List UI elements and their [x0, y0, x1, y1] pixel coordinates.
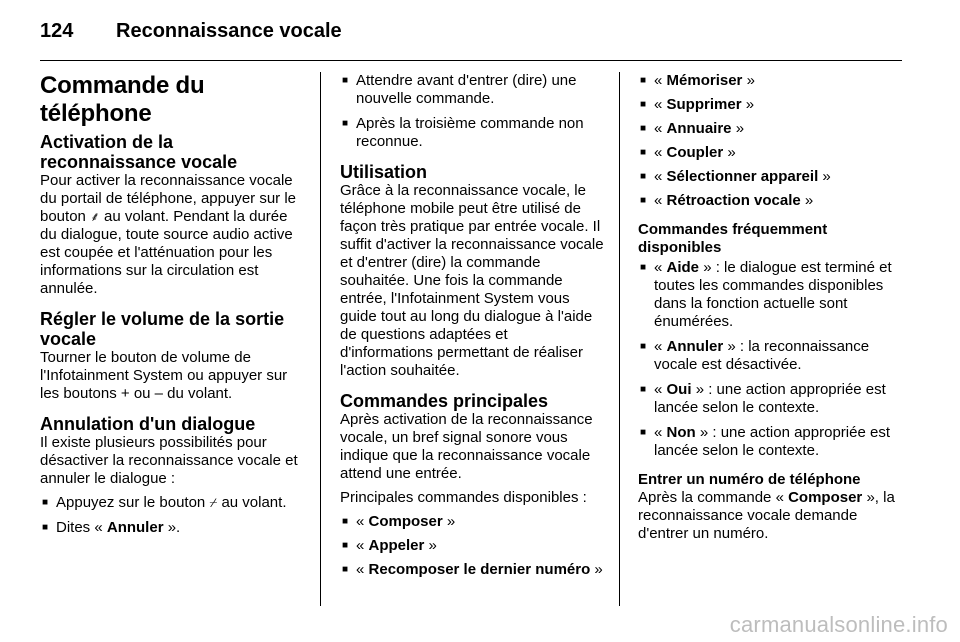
column-3 [638, 72, 904, 543]
subsection-heading: Entrer un numéro de téléphone [638, 471, 861, 488]
page-number: 124 [40, 20, 74, 42]
subsection-heading: Régler le volume de la sortie vocale [40, 309, 285, 349]
column-1 [40, 72, 308, 544]
list-item: ■ « Rétroaction vocale » [638, 192, 904, 210]
list-item: ■ Attendre avant d'entrer (dire) une nouvelle commande. [340, 72, 604, 108]
header-rule [40, 60, 902, 61]
subsection-heading: Utilisation [340, 162, 428, 182]
column-divider [619, 72, 620, 606]
watermark: carmanualsonline.info [729, 612, 948, 637]
column-2 [340, 72, 604, 585]
command-list [638, 72, 904, 210]
voice-button-icon: ⸙ [90, 209, 100, 224]
bullet-list [340, 72, 604, 151]
column-divider [320, 72, 321, 606]
bullet-list [638, 259, 904, 460]
list-item: ■ Après la troisième commande non reconnue. [340, 115, 604, 151]
list-item: ■ « Mémoriser » [638, 72, 904, 90]
list-item: ■ « Supprimer » [638, 96, 904, 114]
list-item: ■ Appuyez sur le bouton ⌿ au volant. [40, 494, 308, 512]
list-item: ■ « Coupler » [638, 144, 904, 162]
page-header [40, 14, 902, 54]
list-item: ■ « Appeler » [340, 537, 604, 555]
subsection-heading: Commandes fréquemment disponibles [638, 221, 828, 256]
subsection-heading: Annulation d'un dialogue [40, 414, 256, 434]
list-item: ■ Dites « Annuler ». [40, 519, 308, 537]
paragraph: Après la commande « Composer », la reconnaissance vocale demande d'entrer un numéro. [638, 489, 895, 542]
paragraph: Principales commandes disponibles : [340, 489, 587, 506]
list-item: ■ « Recomposer le dernier numéro » [340, 561, 604, 579]
paragraph: Grâce à la reconnaissance vocale, le téléphone mobile peut être utilisé de façon très pratique par entrée vocale. Il suffit d'activer la reconnaissance vocale et d'entrer (dire) la commande souhaitée. Une fois la commande entrée, l'Infotainment System vous guide tout au long du dialogue à l'aide de questions adaptées et d'informations permettant de réaliser l'action souhaitée. [340, 182, 604, 379]
list-item: ■ « Non » : une action appropriée est lancée selon le contexte. [638, 424, 904, 460]
list-item: ■ « Sélectionner appareil » [638, 168, 904, 186]
subsection-heading: Commandes principales [340, 391, 549, 411]
list-item: ■ « Annuler » : la reconnaissance vocale est désactivée. [638, 338, 904, 374]
subsection-heading: Activation de la reconnaissance vocale [40, 132, 238, 172]
bullet-list [40, 494, 308, 537]
list-item: ■ « Aide » : le dialogue est terminé et toutes les commandes disponibles dans la fonction actuelle sont énumérées. [638, 259, 904, 331]
hang-up-icon: ⌿ [209, 495, 218, 510]
paragraph: Après activation de la reconnaissance vocale, un bref signal sonore vous indique que la reconnaissance vocale attend une entrée. [340, 411, 593, 482]
paragraph: Pour activer la reconnaissance vocale du portail de téléphone, appuyer sur le bouton ⸙ au volant. Pendant la durée du dialogue, toute source audio active est coupée et l'atténuation pour les informations sur la circulation est annulée. [40, 172, 297, 297]
list-item: ■ « Annuaire » [638, 120, 904, 138]
running-title: Reconnaissance vocale [116, 20, 342, 42]
list-item: ■ « Composer » [340, 513, 604, 531]
list-item: ■ « Oui » : une action appropriée est lancée selon le contexte. [638, 381, 904, 417]
command-list [340, 513, 604, 579]
paragraph: Il existe plusieurs possibilités pour désactiver la reconnaissance vocale et annuler le dialogue : [40, 434, 298, 487]
paragraph: Tourner le bouton de volume de l'Infotainment System ou appuyer sur les boutons + ou – du volant. [40, 349, 288, 402]
section-title: Commande du téléphone [40, 72, 205, 127]
